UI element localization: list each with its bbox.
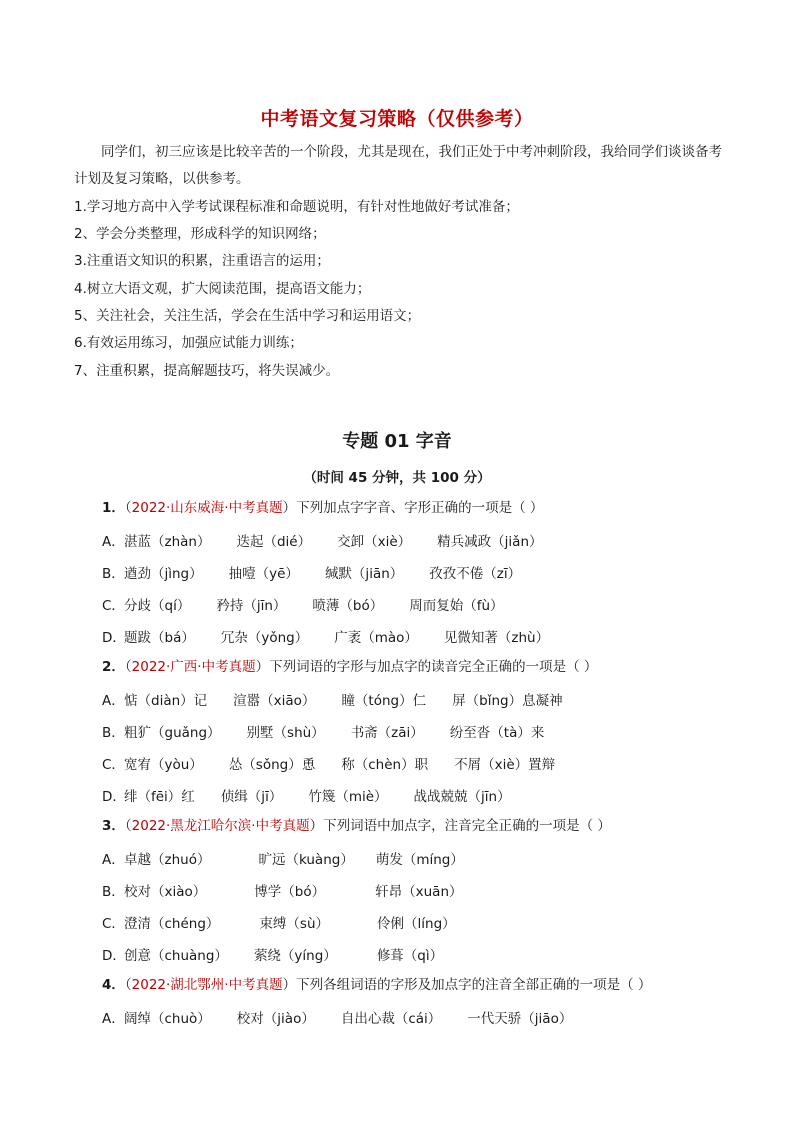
option-row bbox=[102, 944, 469, 964]
question-stem bbox=[102, 975, 651, 995]
question-source: 2022·广西·中考真题 bbox=[131, 659, 256, 675]
option-item: 喷薄（bó） bbox=[312, 598, 384, 614]
option-item: 书斋（zāi） bbox=[350, 725, 424, 741]
option-item: 渲嚣（xiāo） bbox=[233, 693, 316, 709]
source-close: ） bbox=[255, 659, 270, 675]
question-number: 2． bbox=[102, 659, 125, 675]
tip-item: 2、学会分类整理，形成科学的知识网络； bbox=[74, 226, 326, 242]
option-item: 竹篾（miè） bbox=[308, 789, 388, 805]
source-open: （ bbox=[124, 659, 132, 675]
option-item: 别墅（shù） bbox=[246, 725, 325, 741]
option-row bbox=[102, 880, 489, 900]
source-close: ） bbox=[282, 500, 297, 516]
question-text: 下列各组词语的字形及加点字的注音全部正确的一项是（ ） bbox=[296, 977, 652, 993]
question-source: 2022·黑龙江哈尔滨·中考真题 bbox=[131, 818, 310, 834]
question-source: 2022·湖北鄂州·中考真题 bbox=[131, 977, 283, 993]
option-letter: A． bbox=[102, 693, 125, 709]
tip-item: 1.学习地方高中入学考试课程标准和命题说明，有针对性地做好考试准备； bbox=[74, 199, 519, 215]
option-item: 冗杂（yǒng） bbox=[220, 630, 309, 646]
question-stem bbox=[102, 657, 597, 677]
option-item: 周而复始（fù） bbox=[409, 598, 504, 614]
option-item: 卓越（zhuó） bbox=[124, 852, 211, 868]
option-item: 澄清（chéng） bbox=[124, 916, 220, 932]
option-item: 题跋（bá） bbox=[124, 630, 195, 646]
page-title: 中考语文复习策略（仅供参考） bbox=[260, 108, 534, 130]
section-title: 专题 01 字音 bbox=[342, 431, 452, 452]
option-letter: A． bbox=[102, 852, 125, 868]
option-row bbox=[102, 530, 569, 550]
option-item: 萦绕（yíng） bbox=[253, 948, 337, 964]
option-row bbox=[102, 689, 589, 709]
question-source: 2022·山东威海·中考真题 bbox=[131, 500, 283, 516]
option-item: 战战兢兢（jīn） bbox=[413, 789, 511, 805]
question-text: 下列加点字字音、字形正确的一项是（ ） bbox=[296, 500, 544, 516]
option-row bbox=[102, 562, 547, 582]
section-subtitle: （时间 45 分钟，共 100 分） bbox=[303, 470, 491, 486]
option-item: 屏（bǐng）息凝神 bbox=[452, 693, 563, 709]
question-number: 4． bbox=[102, 977, 125, 993]
source-open: （ bbox=[124, 818, 132, 834]
option-item: 旷远（kuàng） bbox=[258, 852, 354, 868]
option-letter: C． bbox=[102, 916, 125, 932]
intro-paragraph: 同学们，初三应该是比较辛苦的一个阶段，尤其是现在，我们正处于中考冲刺阶段，我给同学们谈谈备考计划及复习策略，以供参考。 bbox=[74, 144, 722, 187]
option-item: 惦（diàn）记 bbox=[124, 693, 208, 709]
option-item: 遒劲（jìng） bbox=[124, 566, 203, 582]
option-item: 绯（fēi）红 bbox=[124, 789, 195, 805]
question-stem bbox=[102, 498, 543, 518]
option-item: 校对（xiào） bbox=[124, 884, 207, 900]
question-number: 1． bbox=[102, 500, 125, 516]
option-item: 精兵减政（jiǎn） bbox=[437, 534, 543, 550]
tip-item: 3.注重语文知识的积累，注重语言的运用； bbox=[74, 253, 330, 269]
option-item: 缄默（jiān） bbox=[324, 566, 404, 582]
question-text: 下列词语中加点字，注音完全正确的一项是（ ） bbox=[323, 818, 611, 834]
option-item: 怂（sǒng）恿 bbox=[228, 757, 316, 773]
option-item: 一代天骄（jiāo） bbox=[467, 1011, 573, 1027]
option-item: 见微知著（zhù） bbox=[443, 630, 550, 646]
option-letter: B． bbox=[102, 884, 125, 900]
option-item: 伶俐（líng） bbox=[377, 916, 456, 932]
option-row bbox=[102, 721, 570, 741]
option-item: 宽宥（yòu） bbox=[124, 757, 203, 773]
option-letter: D． bbox=[102, 630, 126, 646]
option-item: 湛蓝（zhàn） bbox=[124, 534, 211, 550]
option-letter: D． bbox=[102, 789, 126, 805]
option-item: 抽噎（yē） bbox=[228, 566, 299, 582]
option-item: 矜持（jīn） bbox=[216, 598, 287, 614]
tip-item: 7、注重积累，提高解题技巧，将失误减少。 bbox=[74, 363, 340, 379]
option-item: 交卸（xiè） bbox=[337, 534, 412, 550]
option-letter: A． bbox=[102, 534, 125, 550]
source-open: （ bbox=[124, 500, 132, 516]
option-item: 侦缉（jī） bbox=[220, 789, 283, 805]
option-item: 孜孜不倦（zī） bbox=[429, 566, 522, 582]
option-item: 不屑（xiè）置辩 bbox=[454, 757, 556, 773]
option-letter: A． bbox=[102, 1011, 125, 1027]
option-item: 粗犷（guǎng） bbox=[124, 725, 221, 741]
option-item: 迭起（dié） bbox=[236, 534, 312, 550]
option-item: 阔绰（chuò） bbox=[124, 1011, 211, 1027]
option-item: 分歧（qí） bbox=[124, 598, 191, 614]
option-item: 瞳（tóng）仁 bbox=[341, 693, 427, 709]
option-letter: B． bbox=[102, 566, 125, 582]
option-letter: C． bbox=[102, 757, 125, 773]
source-close: ） bbox=[282, 977, 297, 993]
tip-item: 6.有效运用练习，加强应试能力训练； bbox=[74, 335, 303, 351]
option-row bbox=[102, 1007, 598, 1027]
option-row bbox=[102, 848, 490, 868]
question-number: 3． bbox=[102, 818, 125, 834]
option-item: 自出心裁（cái） bbox=[340, 1011, 442, 1027]
tip-item: 4.树立大语文观，扩大阅读范围，提高语文能力； bbox=[74, 281, 371, 297]
tip-item: 5、关注社会，关注生活，学会在生活中学习和运用语文； bbox=[74, 308, 421, 324]
option-letter: B． bbox=[102, 725, 125, 741]
option-row bbox=[102, 785, 537, 805]
option-item: 束缚（sù） bbox=[259, 916, 330, 932]
option-letter: C． bbox=[102, 598, 125, 614]
option-item: 校对（jiào） bbox=[236, 1011, 315, 1027]
option-item: 称（chèn）职 bbox=[341, 757, 429, 773]
option-item: 创意（chuàng） bbox=[124, 948, 228, 964]
source-open: （ bbox=[124, 977, 132, 993]
option-item: 萌发（míng） bbox=[375, 852, 464, 868]
option-item: 纷至沓（tà）来 bbox=[449, 725, 545, 741]
option-item: 修葺（qì） bbox=[376, 948, 444, 964]
source-close: ） bbox=[309, 818, 324, 834]
option-row bbox=[102, 912, 482, 932]
option-item: 广袤（mào） bbox=[334, 630, 418, 646]
question-text: 下列词语的字形与加点字的读音完全正确的一项是（ ） bbox=[269, 659, 598, 675]
option-row bbox=[102, 594, 530, 614]
option-item: 博学（bó） bbox=[254, 884, 326, 900]
option-item: 轩昂（xuān） bbox=[375, 884, 463, 900]
option-letter: D． bbox=[102, 948, 126, 964]
option-row bbox=[102, 753, 581, 773]
question-stem bbox=[102, 816, 611, 836]
option-row bbox=[102, 626, 575, 646]
